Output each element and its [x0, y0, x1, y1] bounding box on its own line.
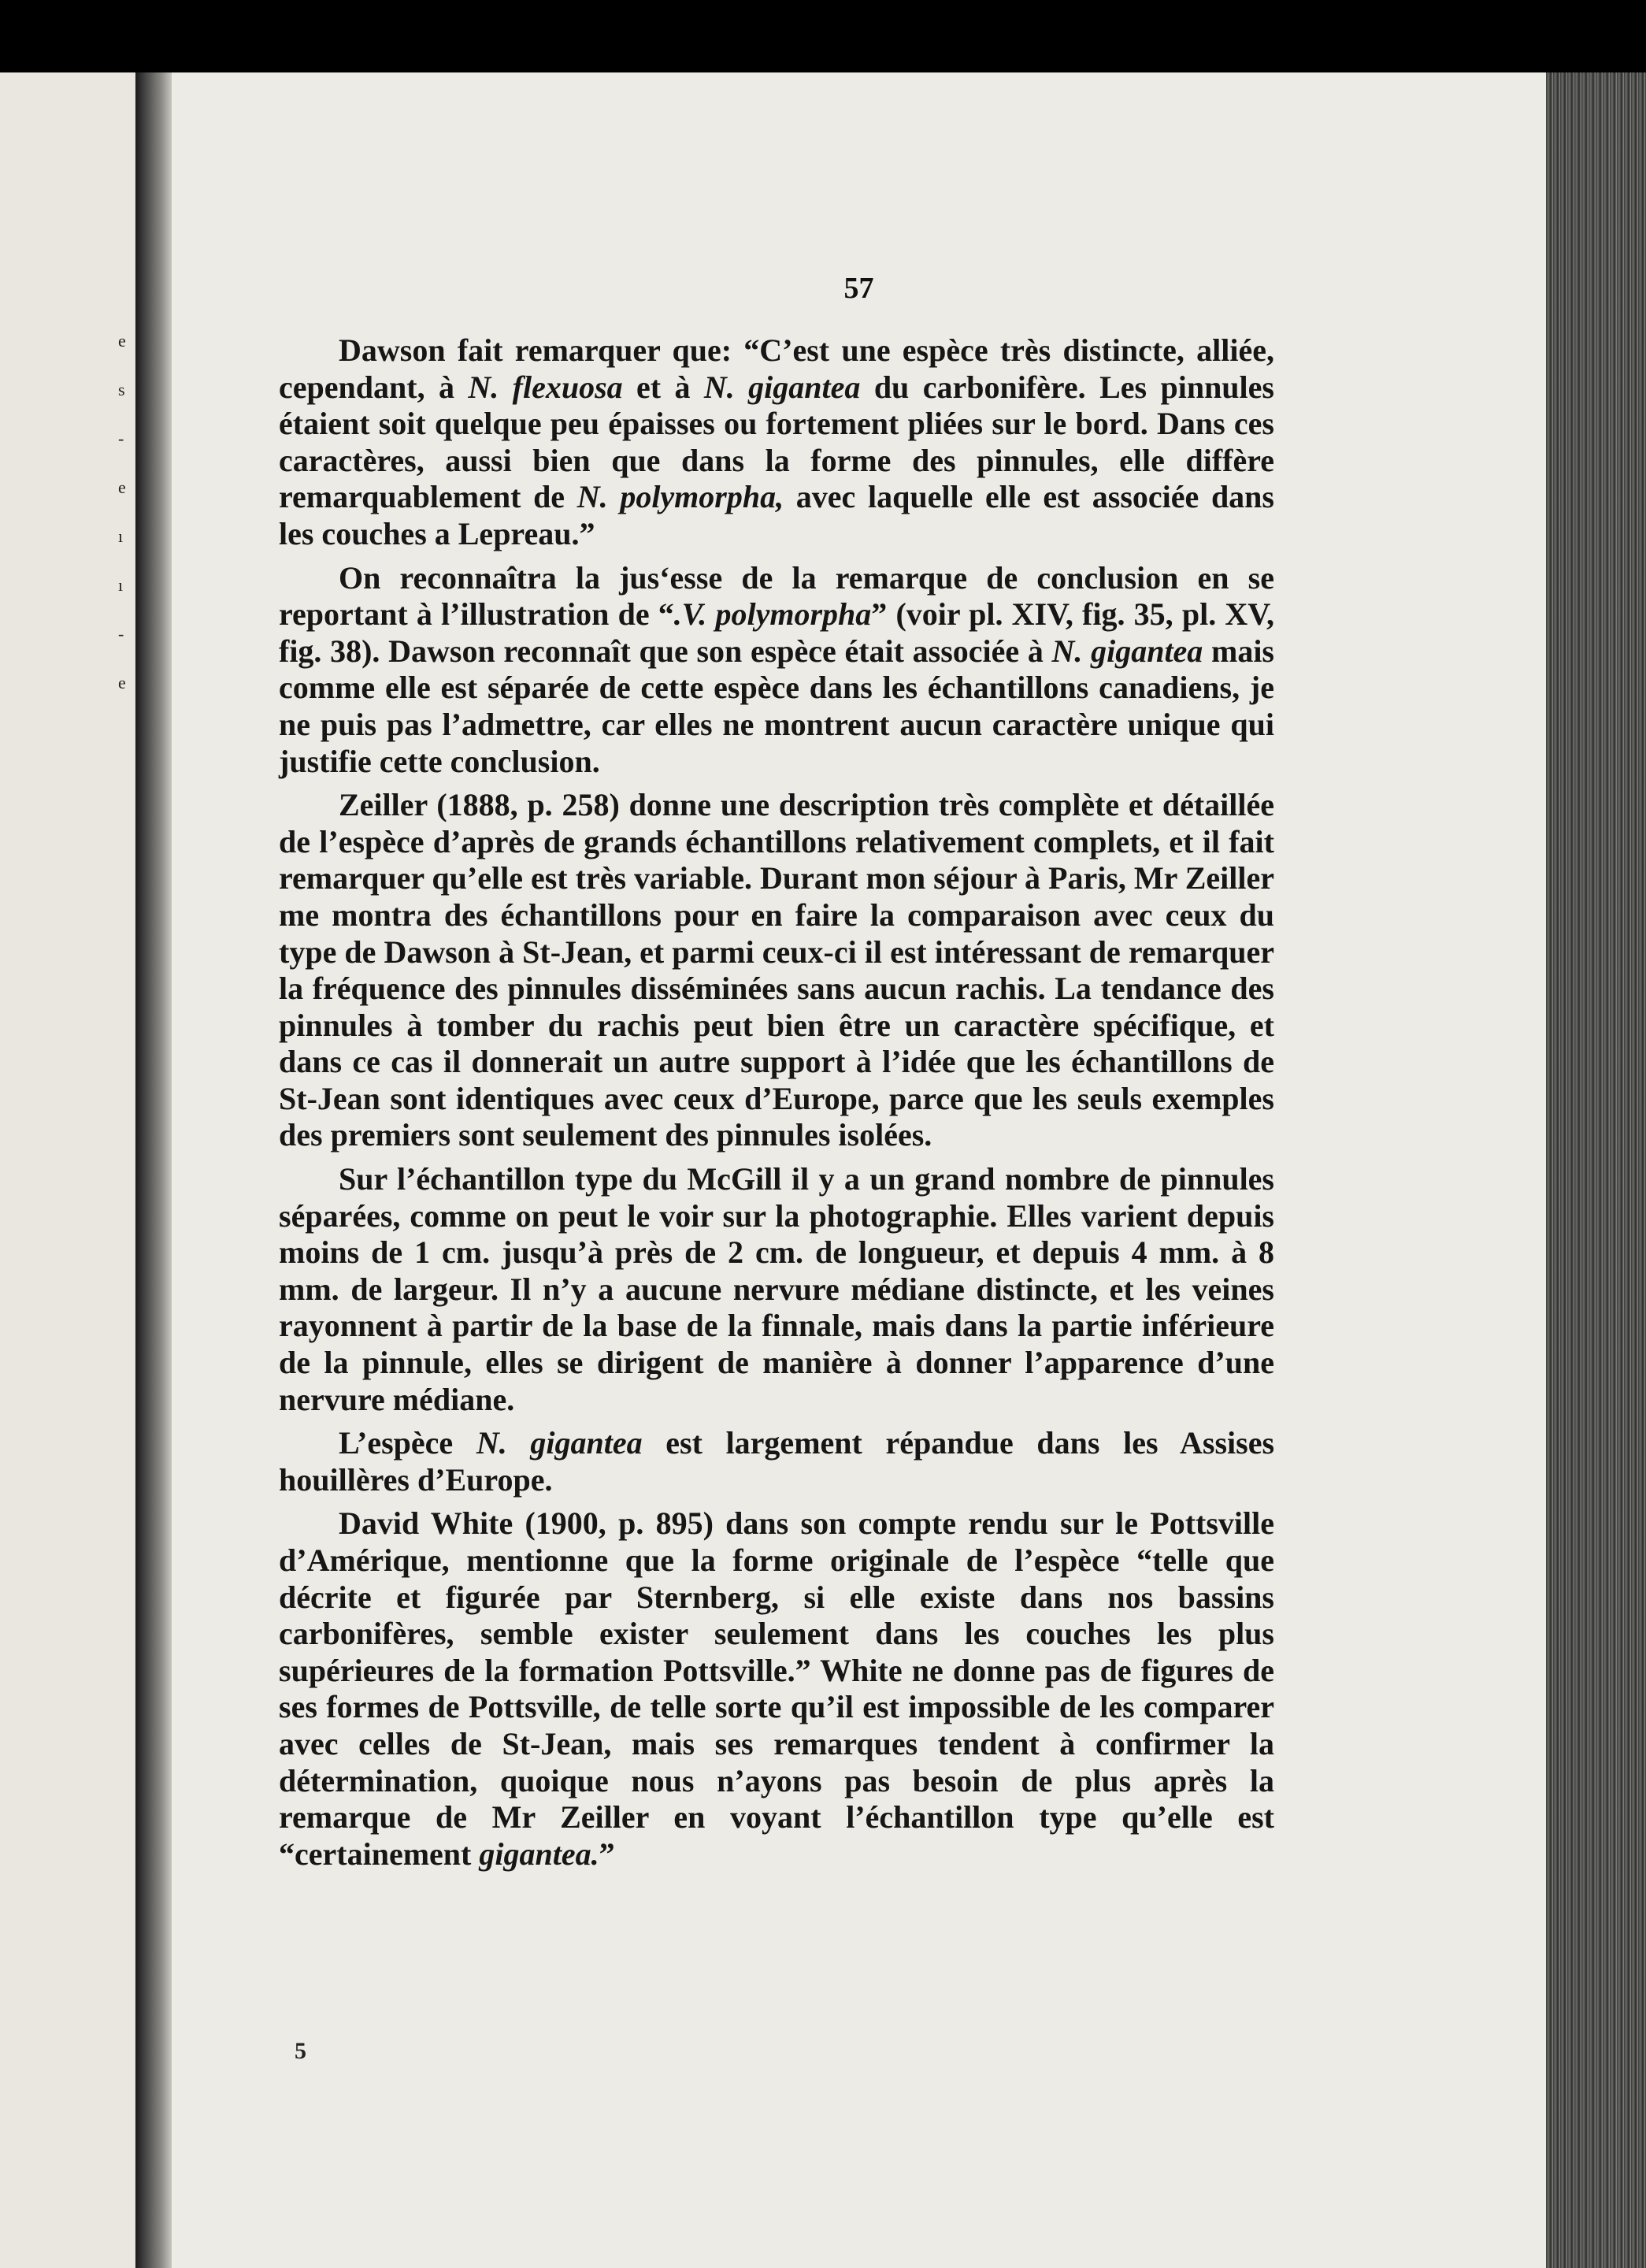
paragraph: [279, 787, 1274, 1154]
book-gutter: [135, 72, 172, 2268]
facing-page-letter: ı: [118, 575, 124, 595]
paragraph: [279, 560, 1274, 781]
page-stack-edge: [1546, 72, 1646, 2268]
text-run: du carbonifère. Les pinnules étaient soit quelque peu épaisses ou fortement pliées sur le bord. Dans ces caractères, aussi bien que dans la forme des pinnules, elle diffère remarquablement de: [279, 369, 1274, 515]
text-run: ” (voir pl. XIV, fig. 35, pl. XV, fig. 38). Dawson reconnaît que son espèce était associée à: [279, 596, 1275, 669]
text-run: avec laquelle elle est associée dans les couches a Lepreau.”: [279, 479, 1274, 551]
text-run: et à: [622, 369, 704, 405]
facing-page-letter: e: [118, 331, 126, 351]
text-run: On reconnaîtra la jus‘esse de la remarque de conclusion en se reportant à l’illustration de “: [279, 559, 1274, 633]
italic-taxon-name: N. gigantea: [476, 1425, 643, 1461]
text-run: Sur l’échantillon type du McGill il y a un grand nombre de pinnules séparées, comme on peut le voir sur la photographie. Elles varient depuis moins de 1 cm. jusqu’à près de 2 cm. de longueur, et depuis 4 mm. à 8 mm. de largeur. Il n’y a aucune nervure médiane distincte, et les veines rayonnent à partir de la base de la finnale, mais dans la partie inférieure de la pinnule, elles se dirigent de manière à donner l’apparence d’une nervure médiane.: [279, 1161, 1274, 1417]
paragraph: [279, 332, 1274, 553]
italic-taxon-name: N. flexuosa: [468, 369, 623, 405]
paragraph: [279, 1425, 1274, 1498]
body-text: [279, 332, 1274, 1880]
italic-taxon-name: gigantea.: [479, 1836, 599, 1872]
italic-taxon-name: N. gigantea: [1051, 633, 1203, 669]
text-run: ”: [599, 1836, 615, 1872]
facing-page-letter: -: [118, 429, 124, 448]
facing-page-letter: -: [118, 624, 124, 644]
facing-page-edge: [0, 72, 135, 2268]
facing-page-letter: e: [118, 477, 126, 497]
printer-signature-mark: 5: [295, 2038, 306, 2064]
book-page: [172, 72, 1546, 2268]
text-run: est largement répandue dans les Assises houillères d’Europe.: [279, 1425, 1275, 1498]
facing-page-letter: s: [118, 380, 125, 399]
page-number: 57: [843, 272, 874, 305]
text-run: Zeiller (1888, p. 258) donne une description très complète et détaillée de l’espèce d’après de grands échantillons relativement complets, et il fait remarquer qu’elle est très variable. Durant mon séjour à Paris, Mr Zeiller me montra des échantillons pour en faire la comparaison avec ceux du type de Dawson à St-Jean, et parmi ceux-ci il est intéressant de remarquer la fréquence des pinnules disséminées sans aucun rachis. La tendance des pinnules à tomber du rachis peut bien être un caractère spécifique, et dans ce cas il donnerait un autre support à l’idée que les échantillons de St-Jean sont identiques avec ceux d’Europe, parce que les seuls exemples des premiers sont seulement des pinnules isolées.: [279, 787, 1274, 1153]
text-run: mais comme elle est séparée de cette espèce dans les échantillons canadiens, je ne puis pas l’admettre, car elles ne montrent aucun caractère unique qui justifie cette conclusion.: [279, 633, 1274, 779]
facing-page-letter: e: [118, 673, 126, 692]
italic-taxon-name: N. polymorpha,: [576, 479, 784, 515]
text-run: David White (1900, p. 895) dans son compte rendu sur le Pottsville d’Amérique, mentionne que la forme originale de l’espèce “telle que décrite et figurée par Sternberg, si elle existe dans nos bassins carbonifères, semble exister seulement dans les couches les plus supérieures de la formation Pottsville.” White ne donne pas de figures de ses formes de Pottsville, de telle sorte qu’il est impossible de les comparer avec celles de St-Jean, mais ses remarques tendent à confirmer la détermination, quoique nous n’ayons pas besoin de plus après la remarque de Mr Zeiller en voyant l’échantillon type qu’elle est “certainement: [279, 1505, 1274, 1872]
facing-page-letter: ı: [118, 526, 124, 546]
facing-page-letters: [118, 332, 129, 692]
text-run: L’espèce: [339, 1425, 476, 1461]
paragraph: [279, 1161, 1274, 1418]
text-run: Dawson fait remarquer que: “C’est une espèce très distincte, alliée, cependant, à: [279, 332, 1274, 405]
italic-taxon-name: N. gigantea: [703, 369, 861, 405]
paragraph: [279, 1505, 1274, 1873]
italic-taxon-name: .V. polymorpha: [673, 596, 872, 633]
